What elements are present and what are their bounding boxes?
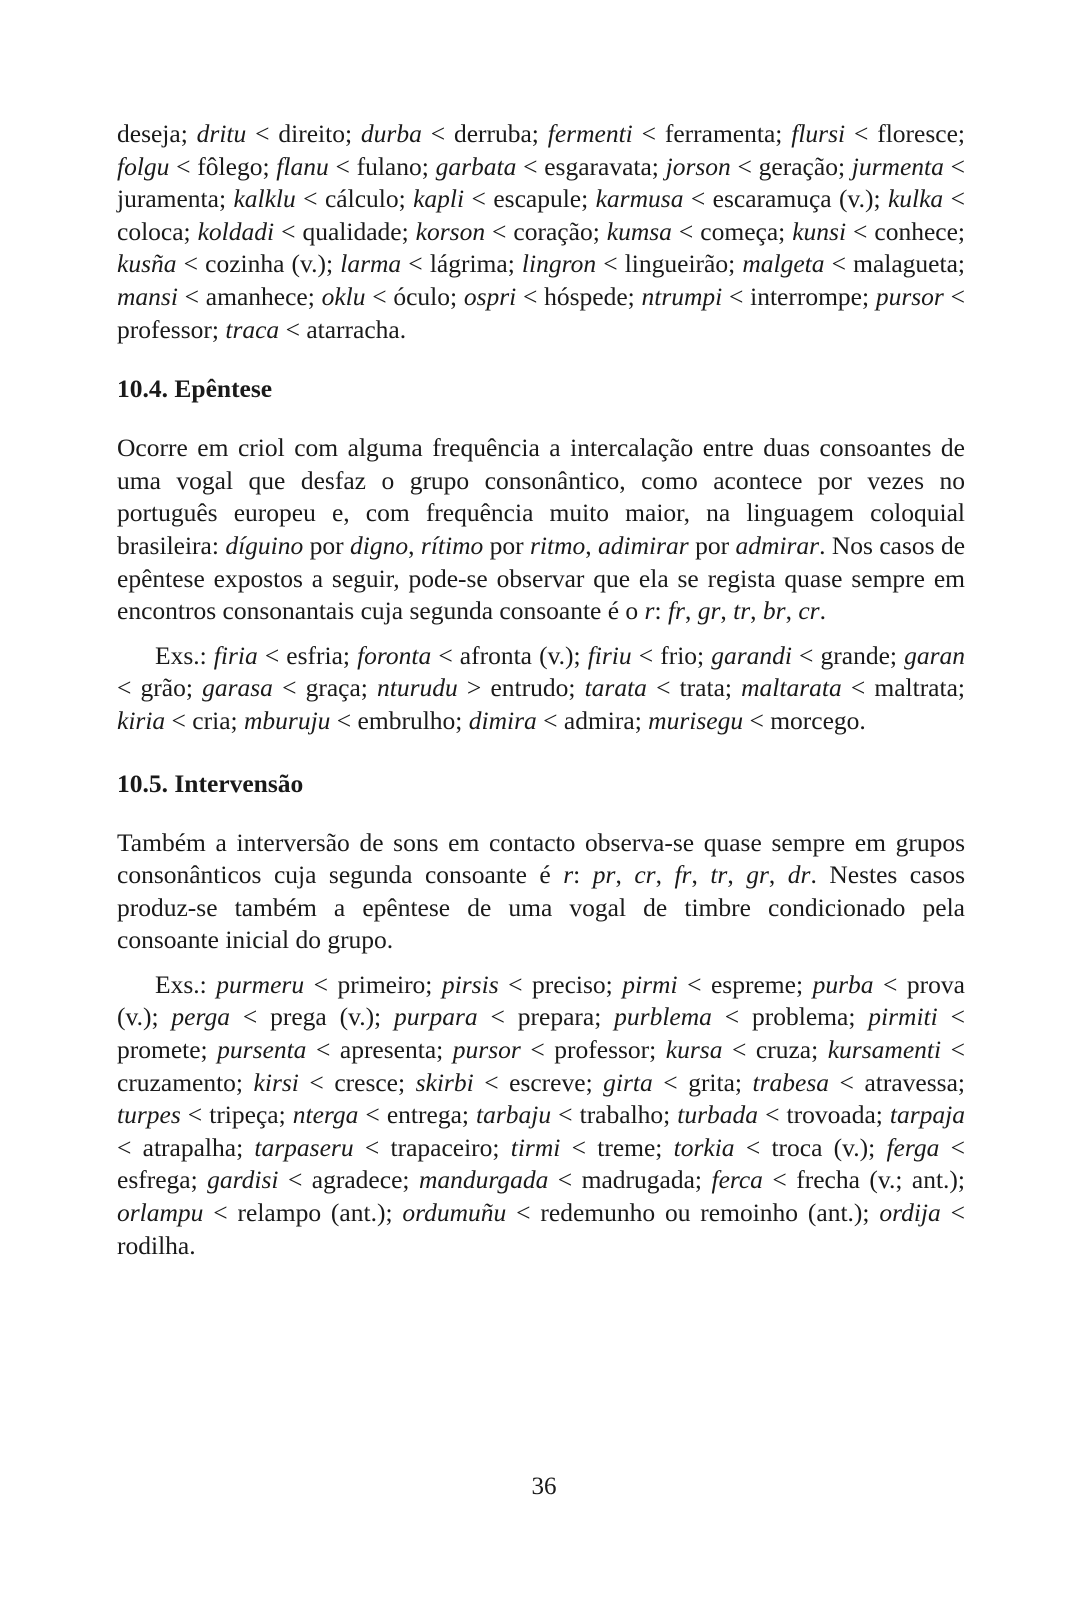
italic-term: flanu bbox=[276, 151, 329, 181]
italic-term: adimirar bbox=[598, 530, 689, 560]
italic-term: trabesa bbox=[752, 1067, 830, 1097]
italic-term: jurmenta bbox=[851, 151, 944, 181]
section-heading-intervensao: 10.5. Intervensão bbox=[117, 768, 304, 798]
italic-term: kusña bbox=[117, 249, 177, 279]
italic-term: pirmiti bbox=[868, 1002, 938, 1032]
italic-term: tarbaju bbox=[476, 1100, 552, 1130]
paragraph-epentese-examples: Exs.: firia < esfria; foronta < afronta (v.); firiu < frio; garandi < grande; garan < grão; garasa < graça; nturudu > entrudo; tarata < trata; maltarata < maltrata; kiria < cria; mburuju < embrulho; dimira < admira; murisegu < morcego. bbox=[117, 640, 966, 735]
italic-term: cr bbox=[634, 860, 656, 890]
italic-term: flursi bbox=[791, 119, 846, 148]
italic-term: kulka bbox=[887, 184, 944, 214]
italic-term: foronta bbox=[357, 640, 432, 670]
italic-term: rítimo bbox=[420, 530, 484, 560]
italic-term: ferga bbox=[886, 1132, 940, 1162]
italic-term: pursor bbox=[875, 281, 944, 311]
page-number: 36 bbox=[531, 1473, 557, 1500]
italic-term: kiria bbox=[117, 705, 166, 735]
italic-term: tarpaja bbox=[889, 1100, 965, 1130]
italic-term: fr bbox=[674, 860, 692, 890]
italic-term: pursenta bbox=[217, 1035, 307, 1065]
italic-term: kapli bbox=[413, 184, 465, 214]
italic-term: garbata bbox=[435, 151, 517, 181]
italic-term: oklu bbox=[321, 281, 366, 311]
italic-term: kursa bbox=[665, 1035, 723, 1065]
italic-term: turbada bbox=[677, 1100, 759, 1130]
italic-term: r bbox=[644, 596, 655, 626]
italic-term: pr bbox=[592, 860, 616, 890]
italic-term: karmusa bbox=[595, 184, 684, 214]
italic-term: r bbox=[563, 860, 574, 890]
italic-term: pirmi bbox=[622, 969, 678, 999]
italic-term: mansi bbox=[117, 281, 178, 311]
italic-term: skirbi bbox=[415, 1067, 474, 1097]
italic-term: ferca bbox=[711, 1165, 763, 1195]
italic-term: purpara bbox=[394, 1002, 478, 1032]
italic-term: digno bbox=[350, 530, 409, 560]
italic-term: garan bbox=[904, 640, 966, 670]
italic-term: lingron bbox=[521, 249, 597, 279]
italic-term: orlampu bbox=[117, 1198, 204, 1228]
italic-term: firiu bbox=[587, 640, 632, 670]
italic-term: ntrumpi bbox=[641, 281, 723, 311]
paragraph-interversao-examples: Exs.: purmeru < primeiro; pirsis < preciso; pirmi < espreme; purba < prova (v.); perga < prega (v.); purpara < prepara; purblema < problema; pirmiti < promete; pursenta < apresenta; pursor < professor; kursa < cruza; kursamenti < cruzamento; kirsi < cresce; skirbi < escreve; girta < grita; trabesa < atravessa; turpes < tripeça; nterga < entrega; tarbaju < trabalho; turbada < trovoada; tarpaja < atrapalha; tarpaseru < trapaceiro; tirmi < treme; torkia < troca (v.); ferga < esfrega; gardisi < agradece; mandurgada < madrugada; ferca < frecha (v.; ant.); orlampu < relampo (ant.); ordumuñu < redemunho ou remoinho (ant.); ordija < rodilha. bbox=[117, 969, 966, 1260]
italic-term: gr bbox=[697, 596, 721, 626]
paragraph-examples-continued: deseja; dritu < direito; durba < derruba; fermenti < ferramenta; flursi < floresce; folgu < fôlego; flanu < fulano; garbata < esgaravata; jorson < geração; jurmenta < juramenta; kalklu < cálculo; kapli < escapule; karmusa < escaramuça (v.); kulka < coloca; koldadi < qualidade; korson < coração; kumsa < começa; kunsi < conhece; kusña < cozinha (v.); larma < lágrima; lingron < lingueirão; malgeta < malagueta; mansi < amanhece; oklu < óculo; ospri < hóspede; ntrumpi < interrompe; pursor < professor; traca < atarracha. bbox=[117, 119, 966, 344]
italic-term: dr bbox=[787, 860, 811, 890]
italic-term: durba bbox=[360, 119, 422, 148]
italic-term: kirsi bbox=[253, 1067, 299, 1097]
italic-term: ospri bbox=[463, 281, 517, 311]
italic-term: tr bbox=[733, 596, 751, 626]
italic-term: fermenti bbox=[547, 119, 633, 148]
italic-term: purmeru bbox=[216, 969, 305, 999]
italic-term: garasa bbox=[202, 673, 273, 703]
italic-term: díguino bbox=[225, 530, 304, 560]
italic-term: folgu bbox=[117, 151, 170, 181]
italic-term: perga bbox=[171, 1002, 230, 1032]
italic-term: tr bbox=[710, 860, 728, 890]
italic-term: gr bbox=[746, 860, 769, 890]
page-body bbox=[117, 118, 965, 1262]
italic-term: traca bbox=[225, 314, 280, 344]
italic-term: purblema bbox=[614, 1002, 712, 1032]
italic-term: nturudu bbox=[377, 673, 458, 703]
italic-term: ritmo bbox=[530, 530, 586, 560]
italic-term: cr bbox=[798, 596, 820, 626]
italic-term: mandurgada bbox=[418, 1165, 549, 1195]
italic-term: gardisi bbox=[207, 1165, 279, 1195]
italic-term: maltarata bbox=[741, 673, 842, 703]
italic-term: turpes bbox=[117, 1100, 181, 1130]
italic-term: tarpaseru bbox=[254, 1132, 354, 1162]
italic-term: tirmi bbox=[510, 1132, 561, 1162]
italic-term: admirar bbox=[735, 530, 820, 560]
italic-term: ordumuñu bbox=[402, 1198, 507, 1228]
italic-term: kalklu bbox=[233, 184, 296, 214]
italic-term: kumsa bbox=[606, 216, 672, 246]
italic-term: firia bbox=[213, 640, 258, 670]
italic-term: korson bbox=[415, 216, 486, 246]
italic-term: pirsis bbox=[441, 969, 499, 999]
italic-term: girta bbox=[603, 1067, 653, 1097]
italic-term: pursor bbox=[452, 1035, 521, 1065]
italic-term: murisegu bbox=[648, 705, 744, 735]
italic-term: nterga bbox=[292, 1100, 359, 1130]
italic-term: jorson bbox=[665, 151, 731, 181]
paragraph-interversao-description: Também a interversão de sons em contacto observa-se quase sempre em grupos consonânticos cuja segunda consoante é r: pr, cr, fr, tr, gr, dr. Nestes casos produz-se também a epêntese de uma vogal de timbre condicionado pela consoante inicial do grupo. bbox=[117, 827, 966, 955]
italic-term: ordija bbox=[879, 1198, 941, 1228]
italic-term: kunsi bbox=[792, 216, 847, 246]
section-heading-epentese: 10.4. Epêntese bbox=[117, 374, 273, 404]
italic-term: purba bbox=[812, 969, 874, 999]
italic-term: tarata bbox=[584, 673, 647, 703]
italic-term: garandi bbox=[711, 640, 792, 670]
italic-term: fr bbox=[667, 596, 685, 626]
italic-term: dimira bbox=[468, 705, 537, 735]
italic-term: malgeta bbox=[742, 249, 825, 279]
paragraph-epentese-description: Ocorre em criol com alguma frequência a intercalação entre duas consoantes de uma vogal que desfaz o grupo consonântico, como acontece por vezes no português europeu e, com frequência muito maior, na linguagem coloquial brasileira: díguino por digno, rítimo por ritmo, adimirar por admirar. Nos casos de epêntese expostos a seguir, pode-se observar que ela se regista quase sempre em encontros consonantais cuja segunda consoante é o r: fr, gr, tr, br, cr. bbox=[117, 433, 966, 626]
italic-term: dritu bbox=[196, 119, 247, 148]
italic-term: larma bbox=[340, 249, 402, 279]
italic-term: br bbox=[762, 596, 786, 626]
italic-term: kursamenti bbox=[827, 1035, 942, 1065]
italic-term: mburuju bbox=[243, 705, 331, 735]
italic-term: koldadi bbox=[197, 216, 275, 246]
italic-term: torkia bbox=[673, 1132, 735, 1162]
